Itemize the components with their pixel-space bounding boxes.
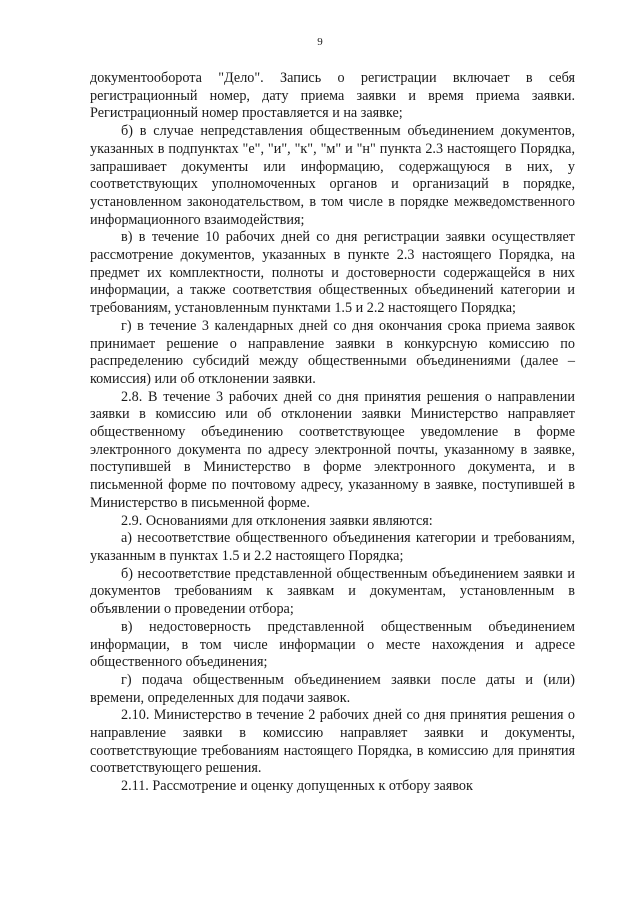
paragraph-2-9-g: г) подача общественным объединением заявки после даты и (или) времени, определенных для подачи заявок.	[90, 671, 575, 706]
paragraph-item-g: г) в течение 3 календарных дней со дня окончания срока приема заявок принимает решение о направление заявки в конкурсную комиссию по распределению субсидий между общественными объединениями (далее – комиссия) или об отклонении заявки.	[90, 317, 575, 387]
paragraph-2-9-v: в) недостоверность представленной общественным объединением информации, в том числе информации о месте нахождения и адресе общественного объединения;	[90, 618, 575, 671]
paragraph-2-9: 2.9. Основаниями для отклонения заявки являются:	[121, 512, 433, 529]
document-body	[90, 70, 575, 796]
paragraph-continuation: документооборота "Дело". Запись о регистрации включает в себя регистрационный номер, дату приема заявки и время приема заявки. Регистрационный номер проставляется и на заявке;	[90, 70, 575, 122]
paragraph-2-10: 2.10. Министерство в течение 2 рабочих дней со дня принятия решения о направление заявки в комиссию направляет заявки и документы, соответствующие требованиям настоящего Порядка, в комиссию для принятия соответствующего решения.	[90, 707, 575, 777]
paragraph-2-11: 2.11. Рассмотрение и оценку допущенных к отбору заявок	[121, 778, 473, 795]
paragraph-2-8: 2.8. В течение 3 рабочих дней со дня принятия решения о направлении заявки в комиссию или об отклонении заявки Министерство направляет общественному объединению соответствующее уведомление в форме электронного документа по адресу электронной почты, указанному в заявке, поступившей в Министерство в форме электронного документа, и в письменной форме по почтовому адресу, указанному в заявке, поступившей в Министерство в письменной форме.	[90, 388, 575, 511]
paragraph-item-v: в) в течение 10 рабочих дней со дня регистрации заявки осуществляет рассмотрение документов, указанных в пункте 2.3 настоящего Порядка, на предмет их комплектности, полноты и достоверности содержащейся в них информации, а также соответствия общественных объединений категории и требованиям, установленным пунктами 1.5 и 2.2 настоящего Порядка;	[90, 229, 575, 317]
paragraph-item-b: б) в случае непредставления общественным объединением документов, указанных в подпунктах "е", "и", "к", "м" и "н" пункта 2.3 настоящего Порядка, запрашивает документы или информацию, содержащуюся в них, у соответствующих уполномоченных органов и организаций в порядке, установленном законодательством, в том числе в порядке межведомственного информационного взаимодействия;	[90, 123, 575, 228]
page-number: 9	[317, 36, 323, 48]
paragraph-2-9-b: б) несоответствие представленной общественным объединением заявки и документов требованиям к заявкам и документам, установленным в объявлении о проведении отбора;	[90, 565, 575, 618]
paragraph-2-9-a: а) несоответствие общественного объединения категории и требованиям, указанным в пунктах 1.5 и 2.2 настоящего Порядка;	[90, 530, 575, 564]
